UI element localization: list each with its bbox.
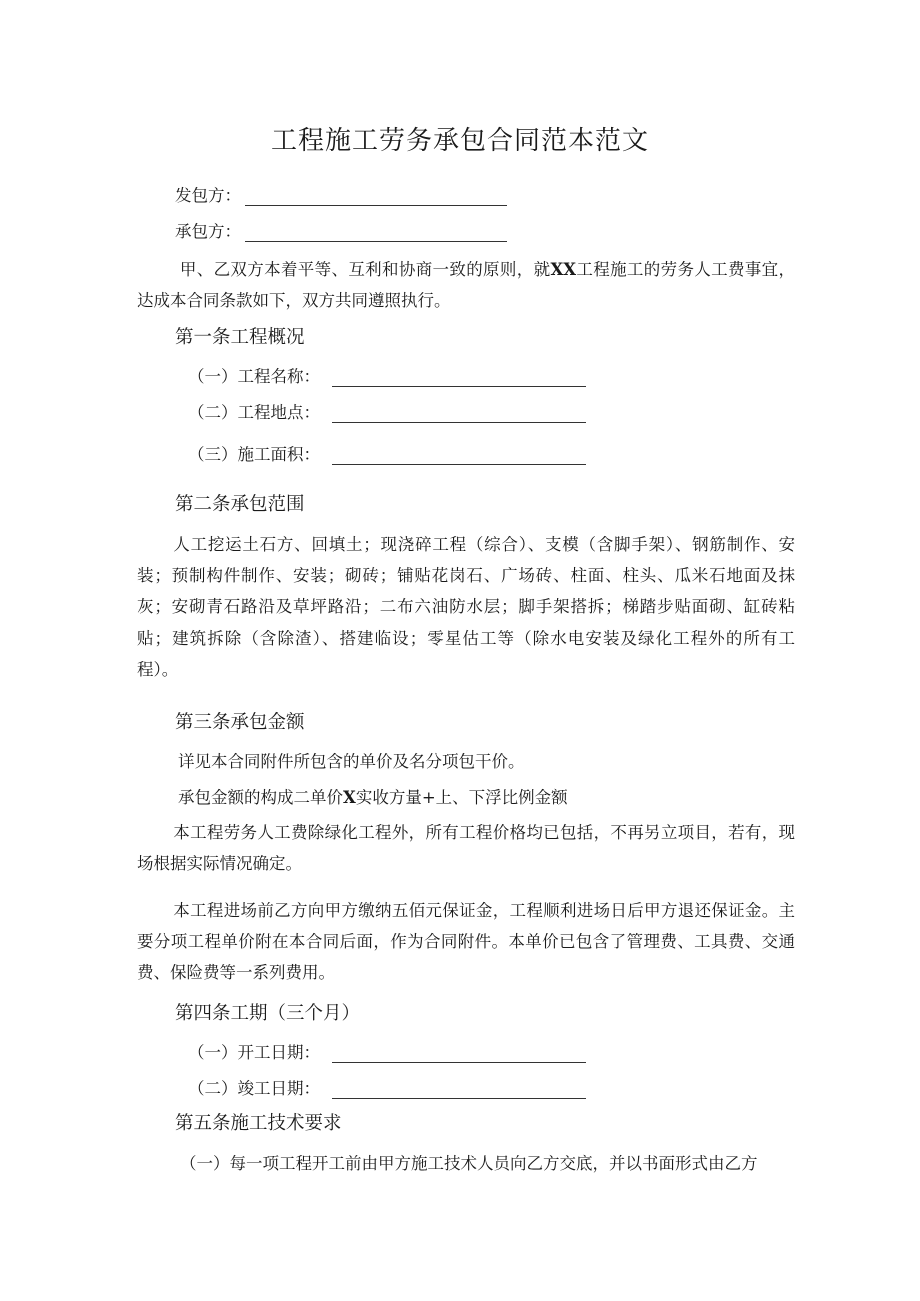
document-title: 工程施工劳务承包合同范本范文 xyxy=(270,126,649,156)
construction-area-label: （三）施工面积： xyxy=(188,445,320,464)
article-3-heading: 第三条承包金额 xyxy=(175,712,305,733)
amount-paragraph-1: 详见本合同附件所包含的单价及名分项包干价。 xyxy=(178,752,525,771)
intro-project-placeholder: XX xyxy=(550,260,577,279)
scope-paragraph: 人工挖运土石方、回填土；现浇碎工程（综合）、支模（含脚手架）、钢筋制作、安装；预制构件制作、安装；砌砖；铺贴花岗石、广场砖、柱面、柱头、瓜米石地面及抹灰；安砌青石路沿及草坪路沿；二布六油防水层；脚手架搭拆；梯踏步贴面砌、缸砖粘贴；建筑拆除（含除渣）、搭建临设；零星估工等（除水电安装及绿化工程外的所有工程）。 xyxy=(137,535,795,679)
article-2-heading: 第二条承包范围 xyxy=(175,494,305,515)
employer-label: 发包方： xyxy=(175,186,241,205)
article-1-heading: 第一条工程概况 xyxy=(175,327,305,348)
amount-paragraph-2 xyxy=(178,788,568,808)
amount-paragraph-3: 本工程劳务人工费除绿化工程外，所有工程价格均已包括，不再另立项目，若有，现场根据实际情况确定。 xyxy=(137,823,795,874)
completion-date-blank-line xyxy=(332,1084,586,1099)
intro-paragraph xyxy=(137,254,795,316)
contractor-field xyxy=(175,222,507,242)
employer-blank-line xyxy=(245,191,507,206)
start-date-field xyxy=(188,1043,586,1063)
employer-field xyxy=(175,186,507,206)
completion-date-label: （二）竣工日期： xyxy=(188,1079,320,1098)
intro-text-2: 工程施工的劳务人工费事宜，达成本合同条款如下，双方共同遵照执行。 xyxy=(137,260,796,311)
project-name-label: （一）工程名称： xyxy=(188,367,320,386)
project-location-label: （二）工程地点： xyxy=(188,403,320,422)
contractor-label: 承包方： xyxy=(175,222,241,241)
project-name-field xyxy=(188,367,586,387)
construction-area-blank-line xyxy=(332,450,586,465)
technical-paragraph-1: （一）每一项工程开工前由甲方施工技术人员向乙方交底，并以书面形式由乙方 xyxy=(180,1154,758,1173)
amount-formula-multiply: X xyxy=(343,788,356,807)
article-4-heading: 第四条工期（三个月） xyxy=(175,1003,361,1024)
project-location-field xyxy=(188,403,586,423)
project-name-blank-line xyxy=(332,372,586,387)
article-5-heading: 第五条施工技术要求 xyxy=(175,1113,342,1134)
project-location-blank-line xyxy=(332,408,586,423)
amount-paragraph-4: 本工程进场前乙方向甲方缴纳五佰元保证金，工程顺利进场日后甲方退还保证金。主要分项工程单价附在本合同后面，作为合同附件。本单价已包含了管理费、工具费、交通费、保险费等一系列费用。 xyxy=(137,901,795,983)
start-date-label: （一）开工日期： xyxy=(188,1043,320,1062)
construction-area-field xyxy=(188,445,586,465)
intro-text-1: 甲、乙双方本着平等、互利和协商一致的原则，就 xyxy=(179,260,551,279)
start-date-blank-line xyxy=(332,1048,586,1063)
contractor-blank-line xyxy=(245,227,507,242)
amount-formula-text-1: 承包金额的构成二单价 xyxy=(178,788,343,807)
amount-formula-text-2: 实收方量+上、下浮比例金额 xyxy=(355,788,568,807)
completion-date-field xyxy=(188,1079,586,1099)
